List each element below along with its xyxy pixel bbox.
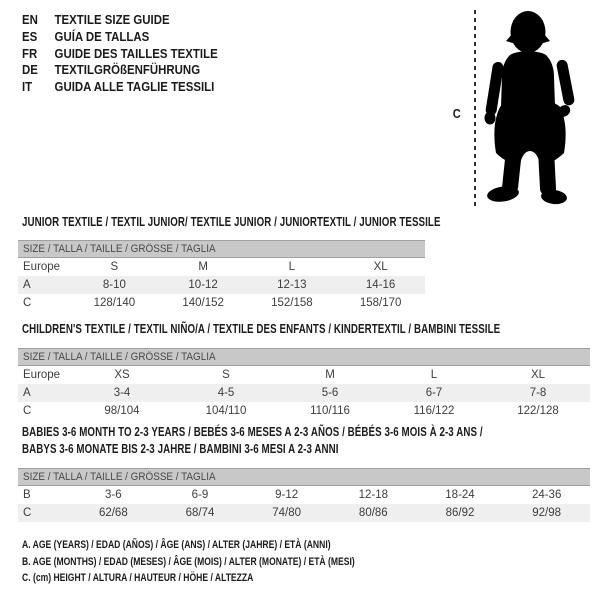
size-header-label: SIZE / TALLA / TAILLE / GRÖSSE / TAGLIA [23,471,216,483]
size-cell: 62/68 [98,507,128,519]
row-label-cell: A [23,387,31,399]
footnotes [22,537,355,587]
table-row [18,384,590,402]
row-label-cell: C [23,507,32,519]
row-label-cell: C [23,405,32,417]
language-title: GUÍA DE TALLAS [54,28,150,44]
language-code: IT [22,79,33,95]
size-cell: 104/110 [205,405,247,417]
size-cell: 7-8 [529,387,547,399]
row-label-cell: Europe [23,369,61,381]
language-code: ES [22,28,38,44]
size-cell: XL [373,261,388,273]
row-label-cell: B [23,489,31,501]
size-cell: 3-6 [105,489,122,501]
size-header-bar [18,348,590,366]
language-code: EN [22,12,38,27]
size-cell: 116/122 [413,405,455,417]
size-cell: 3-4 [113,387,131,399]
junior-table-title [22,214,441,231]
footnote-line: B. AGE (MONTHS) / EDAD (MESES) / ÂGE (MOIS) / ALTER (MONATE) / ETÀ (MESI) [22,555,355,568]
table-row [18,294,425,312]
table-row [18,276,425,294]
size-cell: L [288,261,296,273]
row-label-cell: C [23,297,32,309]
table-row [18,258,425,276]
size-cell: 140/152 [182,297,224,309]
size-cell: 158/170 [359,297,402,309]
size-cell: 98/104 [104,405,140,417]
size-cell: 74/80 [272,507,302,519]
title-line: CHILDREN'S TEXTILE / TEXTIL NIÑO/A / TEXTILE DES ENFANTS / KINDERTEXTIL / BAMBINI TESSILE [22,322,501,336]
size-cell: 12-18 [358,489,389,501]
language-title: GUIDE DES TAILLES TEXTILE [54,45,218,61]
language-code: DE [22,62,38,78]
table-row [18,486,590,504]
language-title: TEXTILGRÖßENFÜHRUNG [54,62,201,78]
size-cell: S [110,261,119,273]
size-cell: XS [114,369,130,381]
size-cell: M [198,261,208,273]
size-cell: XL [530,369,546,381]
row-label-cell: A [23,279,31,291]
size-header-bar [18,240,425,258]
row-label-cell: Europe [23,261,61,273]
size-cell: 9-12 [275,489,299,501]
language-code: FR [22,45,38,61]
height-measure-line [474,10,476,206]
size-cell: 10-12 [188,279,218,291]
size-cell: 8-10 [102,279,126,291]
size-cell: 68/74 [185,507,215,519]
language-list [22,12,218,96]
footnote-line: A. AGE (YEARS) / EDAD (AÑOS) / ÂGE (ANS) / ALTER (JAHRE) / ETÀ (ANNI) [22,539,331,551]
size-cell: 86/92 [445,507,475,519]
size-cell: 92/98 [532,507,562,519]
size-cell: 4-5 [217,387,235,399]
title-line: JUNIOR TEXTILE / TEXTIL JUNIOR/ TEXTILE JUNIOR / JUNIORTEXTIL / JUNIOR TESSILE [22,215,441,229]
size-cell: 80/86 [358,507,388,519]
size-cell: L [430,369,438,381]
size-cell: 6-9 [191,489,209,501]
size-header-label: SIZE / TALLA / TAILLE / GRÖSSE / TAGLIA [23,243,216,255]
table-row [18,504,590,522]
size-header-bar [18,468,590,486]
size-cell: 152/158 [271,297,313,309]
language-title: GUIDA ALLE TAGLIE TESSILI [54,79,215,95]
size-cell: 6-7 [425,387,443,399]
size-cell: 14-16 [365,279,396,291]
size-cell: S [222,369,230,381]
title-line: BABYS 3-6 MONATE BIS 2-3 JAHRE / BAMBINI 3-6 MESI A 2-3 ANNI [22,442,339,456]
size-cell: 18-24 [445,489,475,501]
language-title: TEXTILE SIZE GUIDE [54,12,170,27]
children-table-title [22,321,500,338]
table-row [18,366,590,384]
size-cell: 5-6 [321,387,339,399]
size-cell: 12-13 [277,279,307,291]
size-cell: 128/140 [93,297,136,309]
footnote-line: C. (cm) HEIGHT / ALTURA / HAUTEUR / HÖHE / ALTEZZA [22,572,254,584]
size-cell: 122/128 [517,405,559,417]
children-size-table [18,348,590,420]
size-cell: M [325,369,335,381]
junior-size-table [18,240,425,312]
title-line: BABIES 3-6 MONTH TO 2-3 YEARS / BEBÉS 3-6 MESES A 2-3 AÑOS / BÉBÉS 3-6 MOIS À 2-3 ANS / [22,425,483,439]
size-cell: 24-36 [531,489,562,501]
size-cell: 110/116 [310,405,350,417]
babies-size-table [18,468,590,522]
height-measure-label: C [452,106,461,121]
baby-silhouette-icon [480,8,580,208]
size-header-label: SIZE / TALLA / TAILLE / GRÖSSE / TAGLIA [23,351,216,363]
table-row [18,402,590,420]
babies-table-title [22,424,483,458]
